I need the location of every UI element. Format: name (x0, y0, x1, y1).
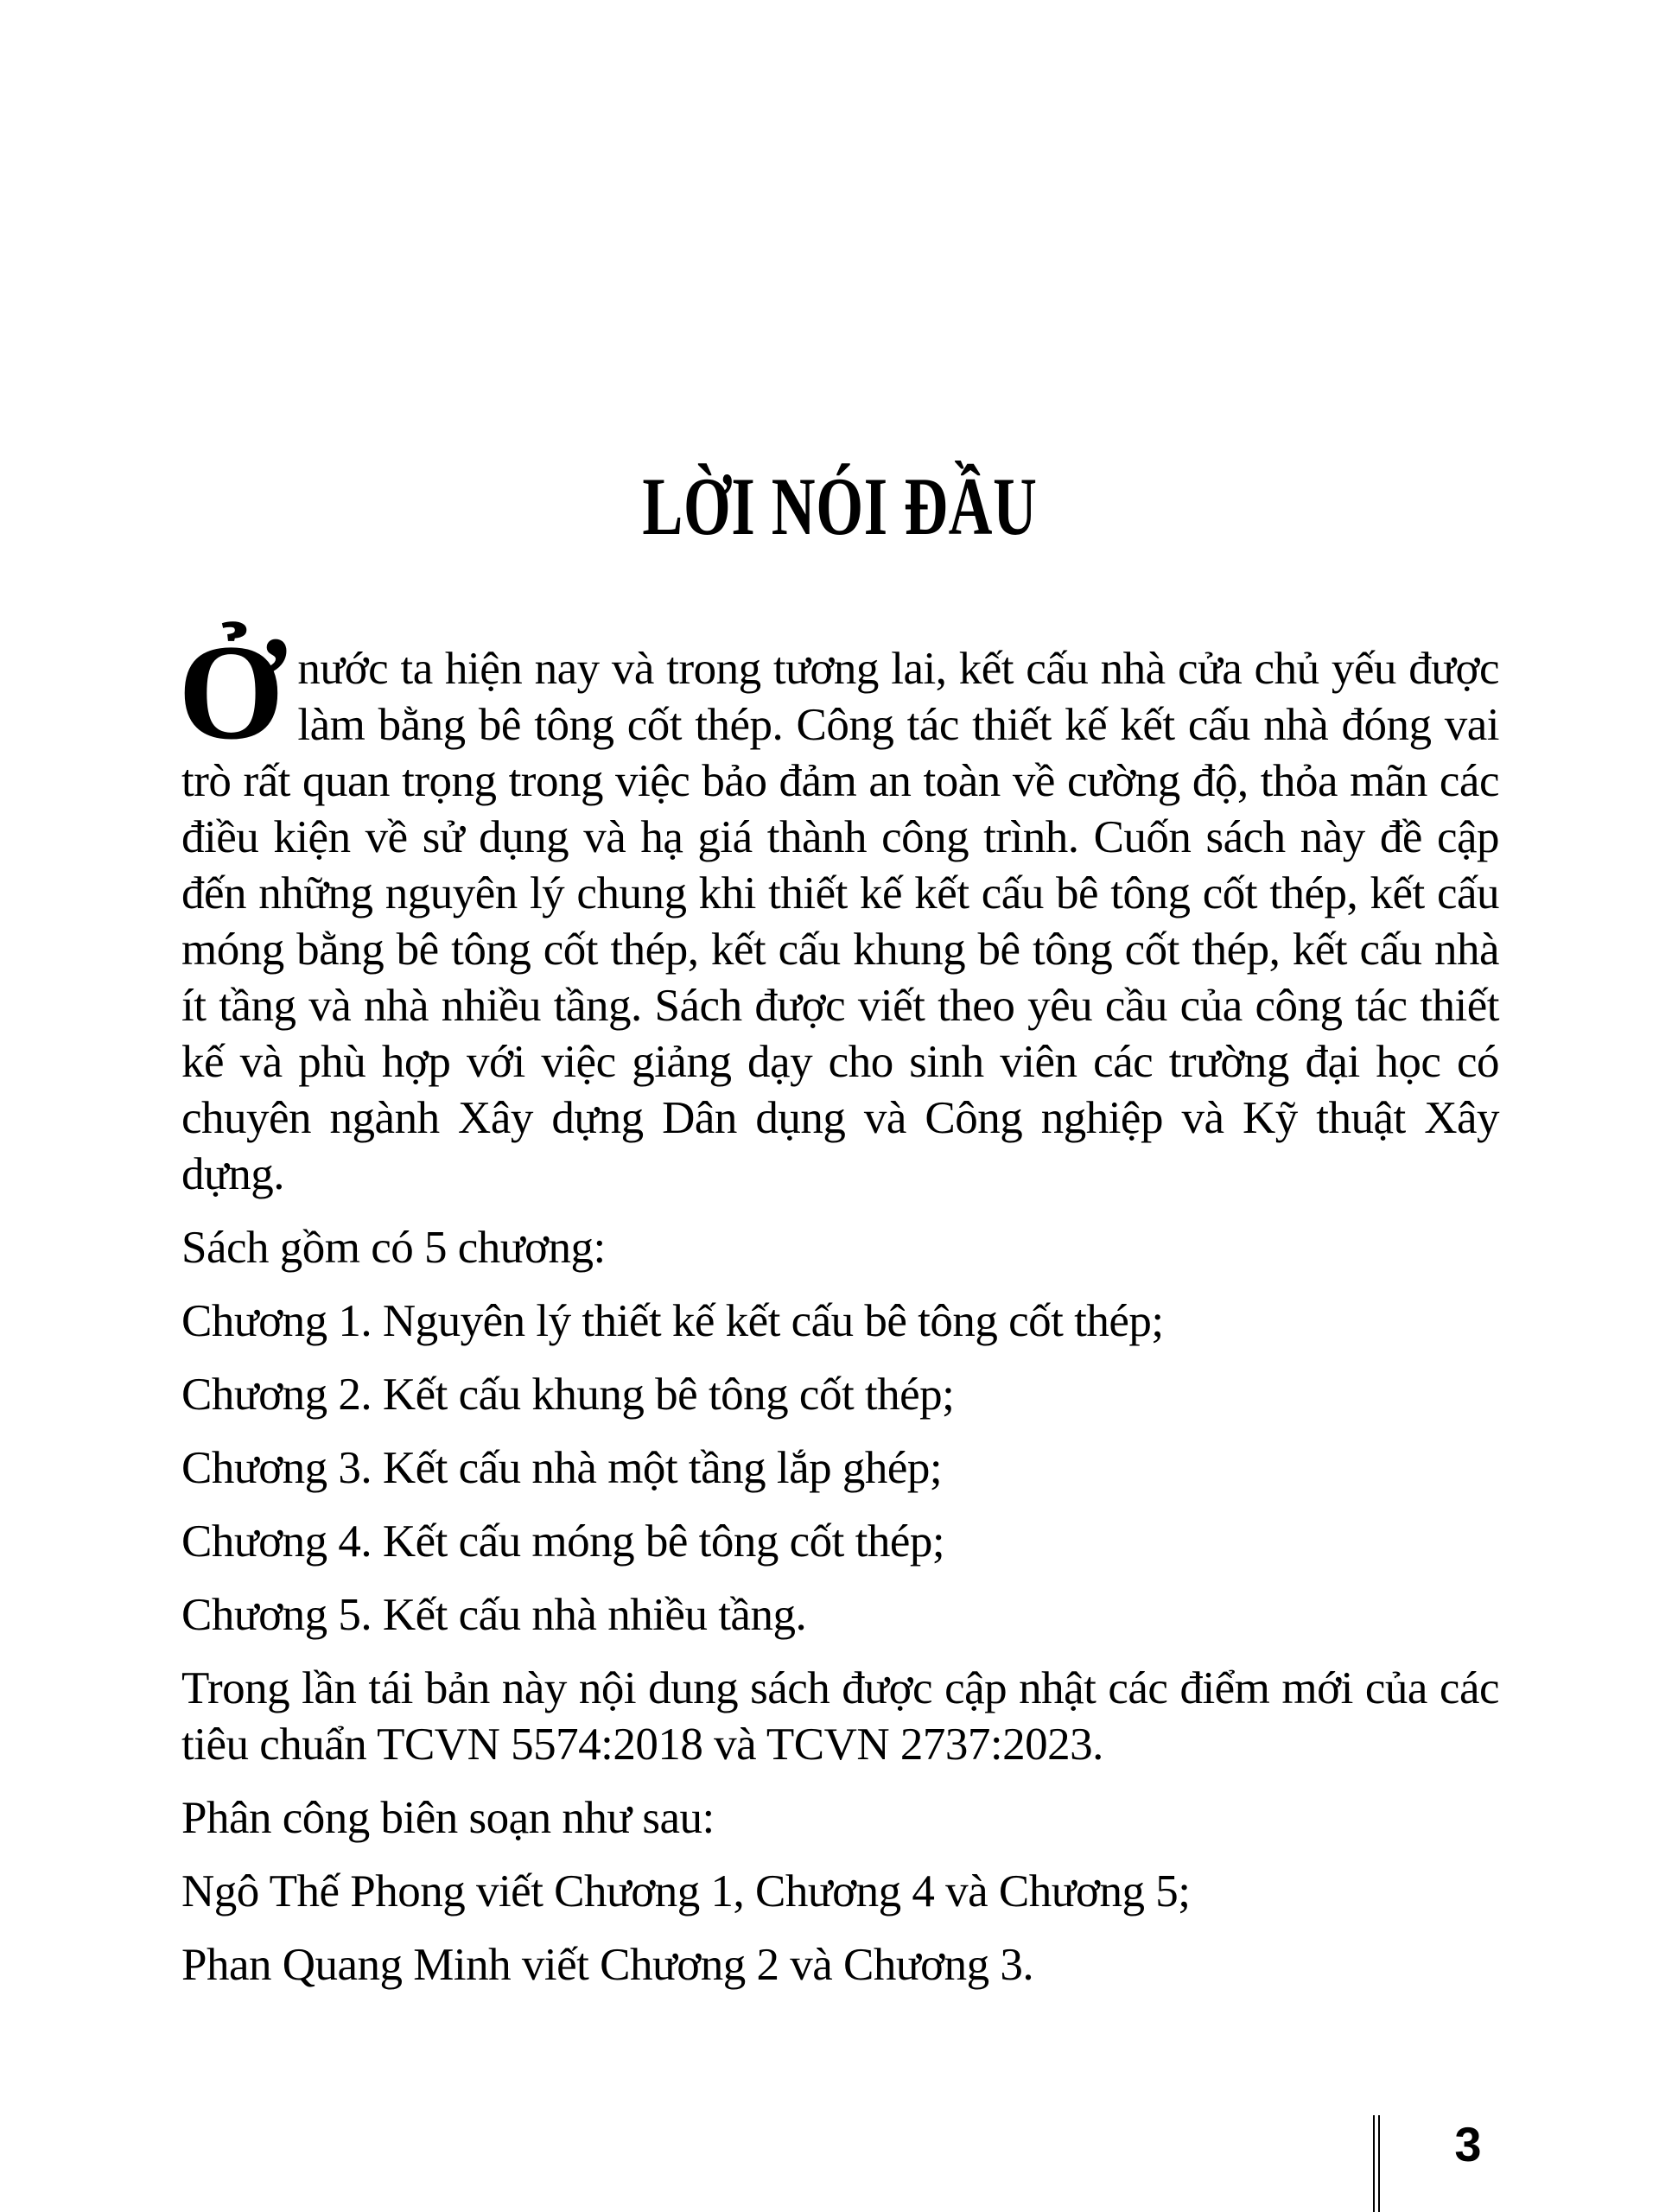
double-vertical-rule (1373, 2115, 1380, 2212)
authors-intro: Phân công biên soạn như sau: (181, 1793, 715, 1843)
intro-paragraph-text: nước ta hiện nay và trong tương lai, kết cấu nhà cửa chủ yếu được làm bằng bê tông cốt thép. Công tác thiết kế kết cấu nhà đóng vai trò rất quan trọng trong việc bảo đảm an toàn về cường độ, thỏa mãn các điều kiện về sử dụng và hạ giá thành công trình. Cuốn sách này đề cập đến những nguyên lý chung khi thiết kế kết cấu bê tông cốt thép, kết cấu móng bằng bê tông cốt thép, kết cấu khung bê tông cốt thép, kết cấu nhà ít tầng và nhà nhiều tầng. Sách được viết theo yêu cầu của công tác thiết kế và phù hợp với việc giảng dạy cho sinh viên các trường đại học có chuyên ngành Xây dựng Dân dụng và Công nghiệp và Kỹ thuật Xây dựng. (181, 644, 1499, 1199)
chapter-item-4: Chương 4. Kết cấu móng bê tông cốt thép; (181, 1516, 945, 1567)
chapter-item-3: Chương 3. Kết cấu nhà một tầng lắp ghép; (181, 1443, 943, 1493)
chapter-item-1: Chương 1. Nguyên lý thiết kế kết cấu bê tông cốt thép; (181, 1296, 1164, 1346)
page-number: 3 (1454, 2117, 1482, 2171)
chapter-item-2: Chương 2. Kết cấu khung bê tông cốt thép; (181, 1370, 955, 1420)
intro-paragraph (178, 617, 1499, 1203)
author-assignment-1: Ngô Thế Phong viết Chương 1, Chương 4 và Chương 5; (181, 1866, 1191, 1916)
page-body (178, 617, 1499, 2011)
page-title-text: LỜI NÓI ĐẦU (642, 461, 1039, 552)
drop-cap: Ở (178, 617, 284, 768)
author-assignment-2: Phan Quang Minh viết Chương 2 và Chương 3. (181, 1940, 1034, 1990)
chapter-list-intro: Sách gồm có 5 chương: (181, 1223, 606, 1273)
chapter-item-5: Chương 5. Kết cấu nhà nhiều tầng. (181, 1590, 807, 1640)
page-title (181, 461, 1499, 551)
revision-note: Trong lần tái bản này nội dung sách được cập nhật các điểm mới của các tiêu chuẩn TCVN 5574:2018 và TCVN 2737:2023. (181, 1663, 1499, 1770)
